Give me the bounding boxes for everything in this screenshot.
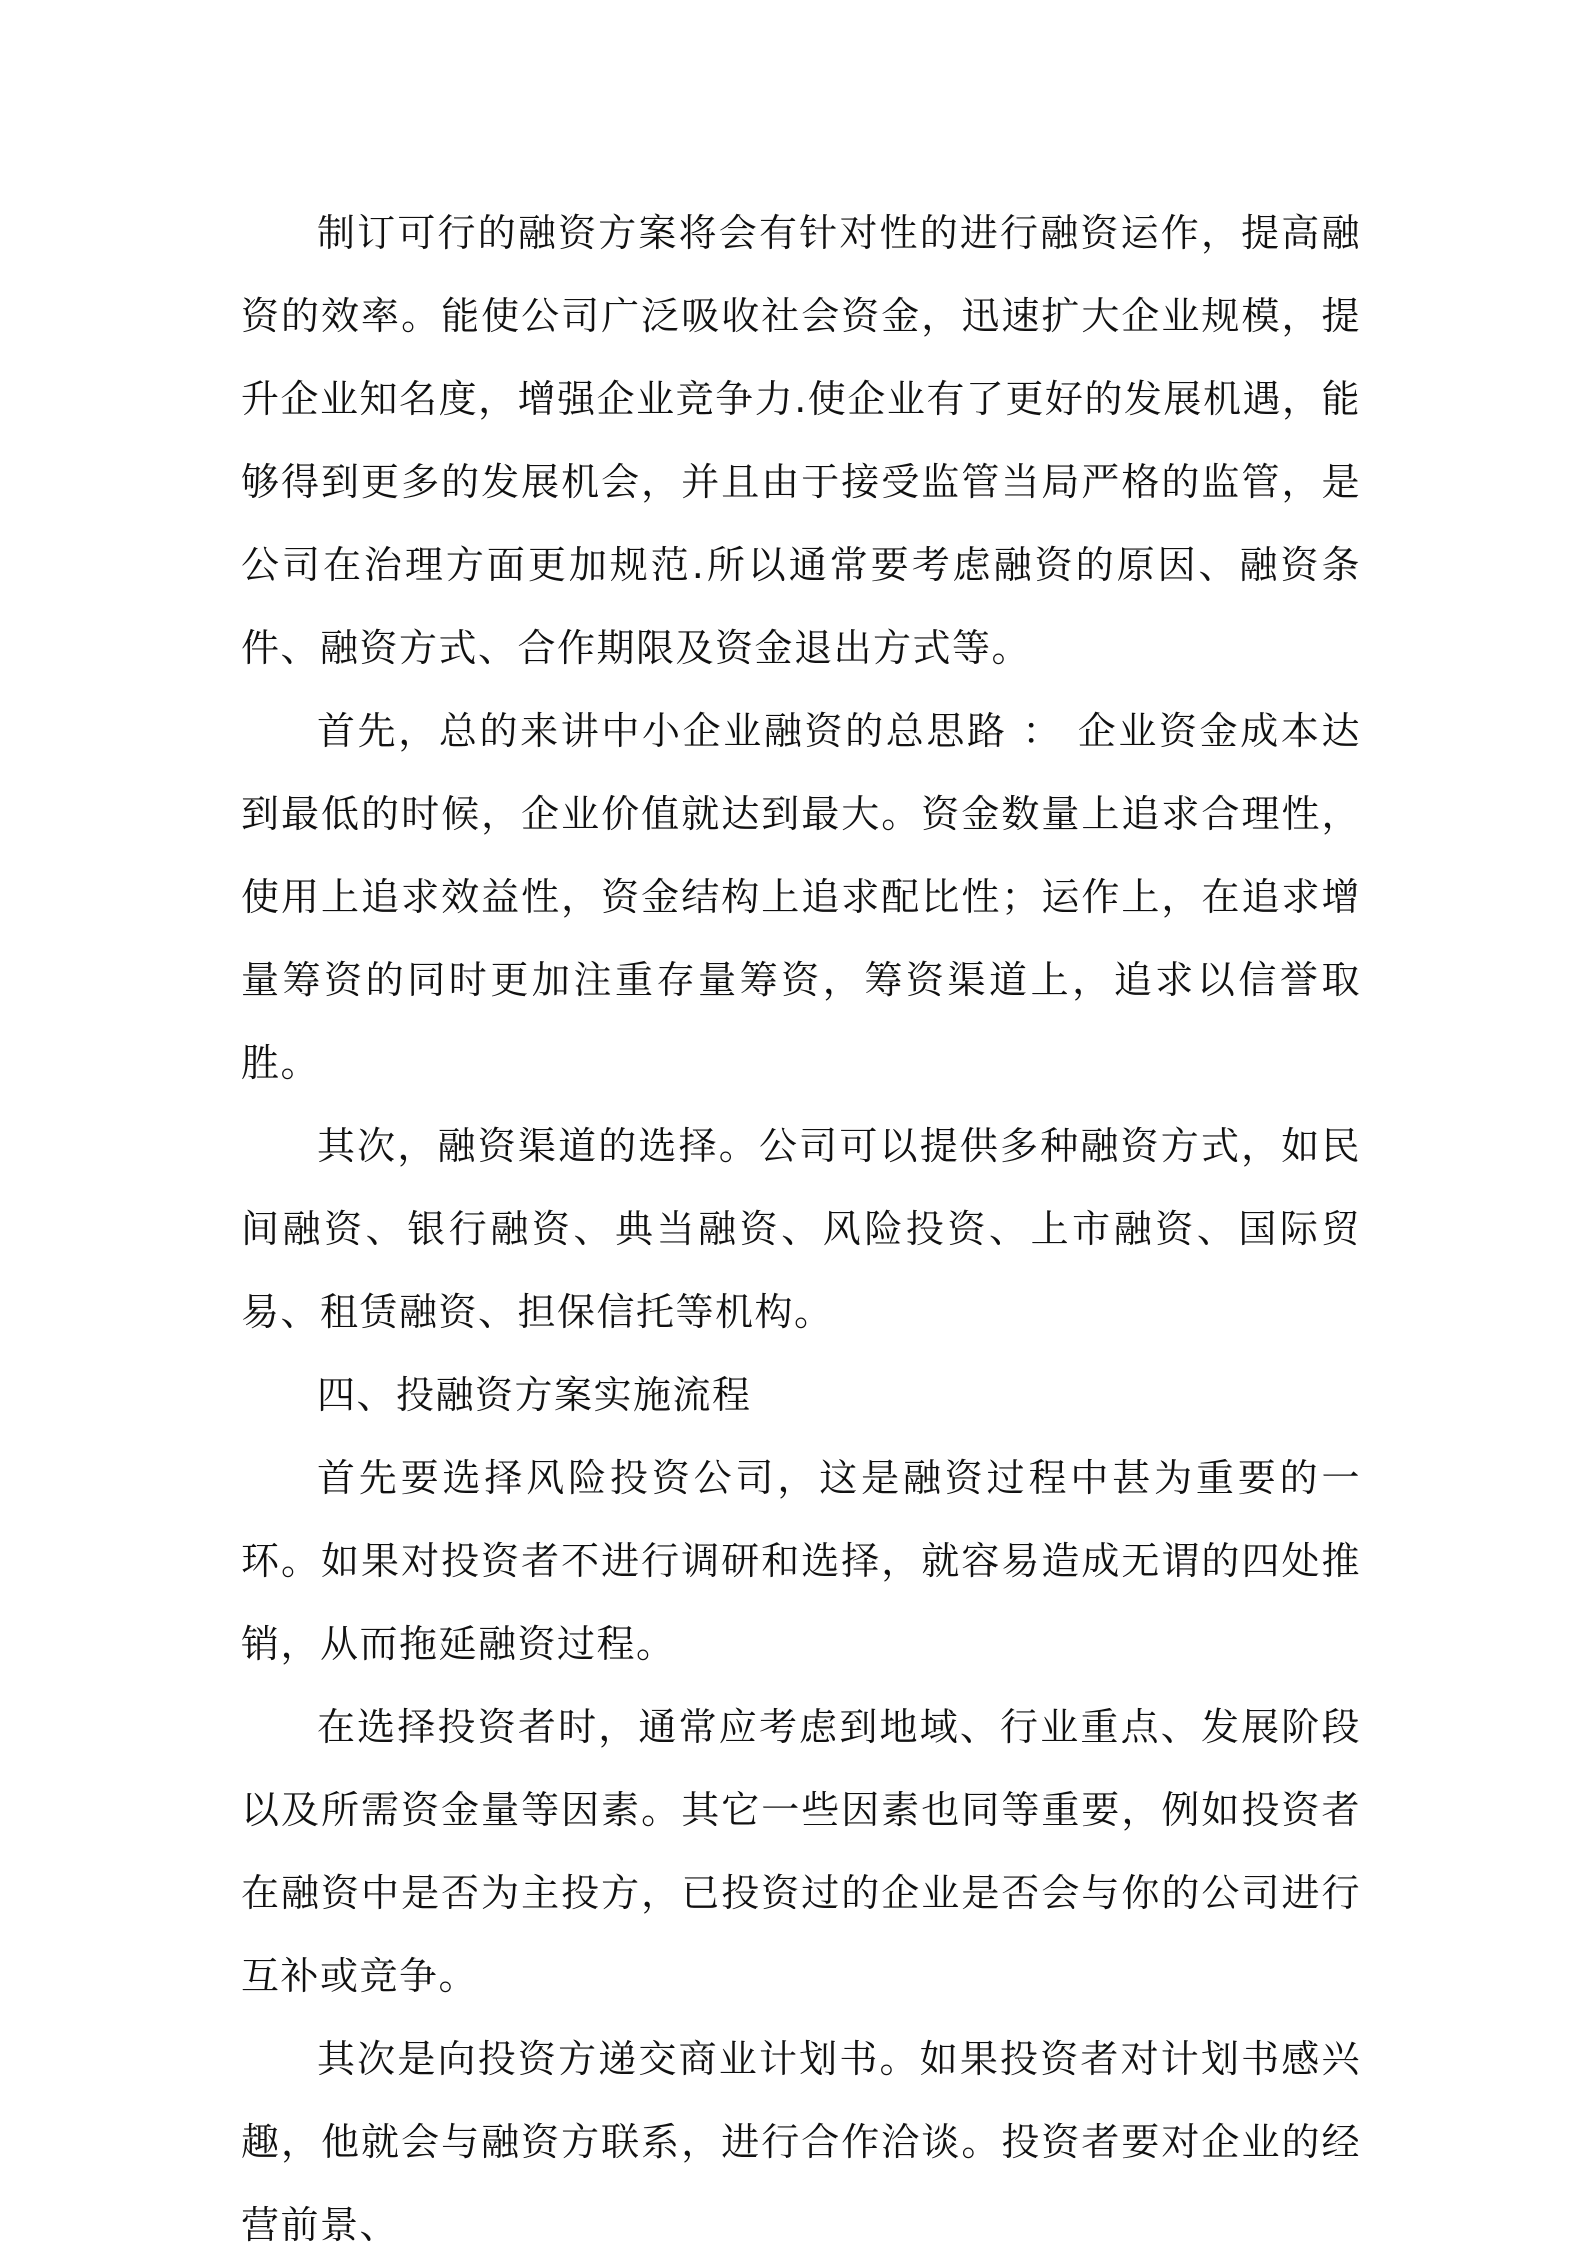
paragraph-overall-approach: 首先，总的来讲中小企业融资的总思路 ： 企业资金成本达到最低的时候，企业价值就达到最大。资金数量上追求合理性，使用上追求效益性，资金结构上追求配比性；运作上，在追求增量筹资的同时更加注重存量筹资，筹资渠道上，追求以信誉取胜。: [241, 709, 1361, 1085]
paragraph-financing-channels: 其次，融资渠道的选择。公司可以提供多种融资方式，如民间融资、银行融资、典当融资、风险投资、上市融资、国际贸易、租赁融资、担保信托等机构。: [241, 1124, 1361, 1334]
paragraph-investor-factors: 在选择投资者时，通常应考虑到地域、行业重点、发展阶段以及所需资金量等因素。其它一些因素也同等重要，例如投资者在融资中是否为主投方，已投资过的企业是否会与你的公司进行互补或竞争。: [241, 1705, 1361, 1998]
document-body: [241, 192, 1361, 2267]
section-heading-implementation: 四、投融资方案实施流程: [317, 1373, 752, 1417]
paragraph-select-vc: 首先要选择风险投资公司，这是融资过程中甚为重要的一环。如果对投资者不进行调研和选择，就容易造成无谓的四处推销，从而拖延融资过程。: [241, 1456, 1361, 1666]
paragraph-business-plan: 其次是向投资方递交商业计划书。如果投资者对计划书感兴趣，他就会与融资方联系，进行合作洽谈。投资者要对企业的经营前景、: [241, 2037, 1361, 2247]
paragraph-financing-plan: 制订可行的融资方案将会有针对性的进行融资运作，提高融资的效率。能使公司广泛吸收社会资金，迅速扩大企业规模，提升企业知名度，增强企业竞争力.使企业有了更好的发展机遇，能够得到更多的发展机会，并且由于接受监管当局严格的监管，是公司在治理方面更加规范.所以通常要考虑融资的原因、融资条件、融资方式、合作期限及资金退出方式等。: [241, 211, 1361, 670]
